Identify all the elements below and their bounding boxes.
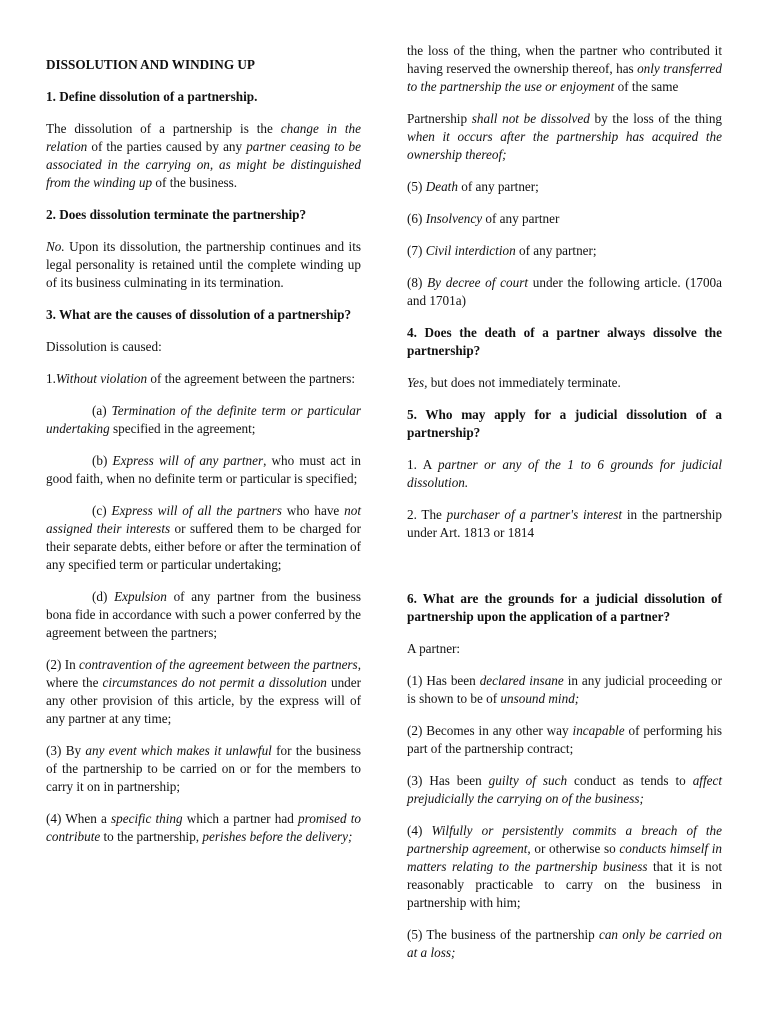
text-run: for the business of the partnership to be carried on or for the members to carry it on in partnership; [46,743,361,794]
text-run: by the loss of the thing [589,111,723,126]
text-run: of the business. [152,175,238,190]
text-run: in the partnership under Art. 1813 or 1814 [407,507,723,540]
answer-5-item-2 [407,506,722,542]
right-column [407,0,722,976]
italic-text-run: conducts himself in matters relating to the partnership business [407,841,723,874]
question-3: 3. What are the causes of dissolution of a partnership? [46,307,352,322]
italic-text-run: Without violation [55,371,148,386]
text-run: of any partner from the business bona fide in accordance with such a power conferred by the agreement between the partners; [46,589,361,640]
italic-text-run: Express will of any partner [112,453,264,468]
cause-7 [407,242,722,260]
cause-4-continued [407,42,722,96]
italic-text-run: unsound mind; [500,691,580,706]
text-run: of performing his part of the partnership contract; [407,723,722,756]
answer-5-item-1 [407,456,722,492]
italic-text-run: Civil interdiction [425,243,516,258]
text-run: (8) [407,275,428,290]
answer-2 [46,238,361,292]
text-run: (b) [92,453,113,468]
text-run: (4) [407,823,432,838]
cause-8 [407,274,722,310]
document-title: DISSOLUTION AND WINDING UP [46,57,255,72]
italic-text-run: specific thing [111,811,183,826]
cause-3 [46,742,361,796]
italic-text-run: By decree of court [427,275,529,290]
text-run: of the parties caused by any [87,139,247,154]
text-run: conduct as tends to [567,773,693,788]
italic-text-run: purchaser of a partner's interest [446,507,623,522]
text-run: (d) [92,589,115,604]
text-run: under any other provision of this article, by the express will of any partner at any time; [46,675,362,726]
italic-text-run: Expulsion [114,589,167,604]
italic-text-run: only transferred to the partnership the use or enjoyment [407,61,722,94]
text-run: to the partnership, [100,829,203,844]
italic-text-run: not assigned their interests [46,503,362,536]
text-run: or suffered them to be charged for their separate debts, either before or after the termination of any specified term or particular undertaking; [46,521,361,572]
italic-text-run: guilty of such [488,773,568,788]
cause-1c [46,502,361,574]
text-run: of any partner [482,211,560,226]
cause-1d [46,588,361,642]
text-run: (5) [407,179,426,194]
answer-1 [46,120,361,192]
ground-5 [407,926,722,962]
text-run: which a partner had [182,811,298,826]
ground-2 [407,722,722,758]
question-2: 2. Does dissolution terminate the partnership? [46,207,307,222]
text-run: , who must act in good faith, when no definite term or particular is specified; [46,453,361,486]
answer-4 [407,374,722,392]
text-run: 1. A [407,457,439,472]
cause-1b [46,452,361,488]
italic-text-run: declared insane [479,673,564,688]
text-run: Upon its dissolution, the partnership continues and its legal personality is retained until the complete winding up of its business culminating in its termination. [46,239,361,290]
text-run: but does not immediately terminate. [427,375,621,390]
italic-text-run: when it occurs after the partnership has acquired the ownership thereof; [407,129,722,162]
text-run: of any partner; [515,243,597,258]
left-column [46,0,361,860]
question-5: 5. Who may apply for a judicial dissolution of a partnership? [407,407,722,440]
italic-text-run: incapable [572,723,625,738]
text-run: The dissolution of a partnership is the [46,121,281,136]
text-run: 1. [46,371,56,386]
text-run: Partnership [407,111,472,126]
answer-6-intro: A partner: [407,641,461,656]
ground-4 [407,822,722,912]
text-run: (c) [92,503,112,518]
text-run: (4) When a [46,811,112,826]
not-dissolved-note [407,110,722,164]
cause-6 [407,210,722,228]
text-run: in any judicial proceeding or is shown to be of [407,673,722,706]
text-run: (7) [407,243,426,258]
text-run: of the agreement between the partners: [147,371,356,386]
ground-3 [407,772,722,808]
text-run: specified in the agreement; [109,421,256,436]
text-run: the loss of the thing, when the partner who contributed it having reserved the ownership thereof, has [407,43,722,76]
text-run: , or otherwise so [527,841,620,856]
italic-text-run: any event which makes it unlawful [85,743,272,758]
italic-text-run: can only be carried on at a loss; [407,927,722,960]
text-run: (5) The business of the partnership [407,927,599,942]
question-1: 1. Define dissolution of a partnership. [46,89,258,104]
text-run: (6) [407,211,426,226]
text-run: of any partner; [457,179,539,194]
italic-text-run: contravention of the agreement between the partners [79,657,358,672]
italic-text-run: Express will of all the partners [111,503,282,518]
text-run: (1) Has been [407,673,480,688]
italic-text-run: partner ceasing to be associated in the carrying on, as might be distinguished from the winding up [46,139,361,190]
answer-3-intro: Dissolution is caused: [46,339,162,354]
text-run: under the following article. (1700a and 1701a) [407,275,723,308]
text-run: of the same [614,79,679,94]
italic-text-run: Termination of the definite term or particular undertaking [46,403,361,436]
text-run: (2) Becomes in any other way [407,723,573,738]
text-run: (3) By [46,743,86,758]
italic-text-run: shall not be dissolved [471,111,590,126]
italic-text-run: Yes, [407,375,428,390]
text-run: 2. The [407,507,447,522]
italic-text-run: change in the relation [46,121,361,154]
cause-4 [46,810,361,846]
italic-text-run: affect prejudicially the carrying on of the business; [407,773,722,806]
italic-text-run: circumstances do not permit a dissolution [102,675,327,690]
text-run: (3) Has been [407,773,489,788]
question-4: 4. Does the death of a partner always dissolve the partnership? [407,325,722,358]
text-run: , where the [46,657,361,690]
question-6: 6. What are the grounds for a judicial dissolution of partnership upon the application of a partner? [407,591,722,624]
italic-text-run: Wilfully or persistently commits a breach of the partnership agreement [407,823,722,856]
text-run: who have [281,503,345,518]
text-run: (a) [92,403,112,418]
italic-text-run: No. [46,239,65,254]
cause-5 [407,178,722,196]
text-run: (2) In [46,657,79,672]
italic-text-run: promised to contribute [46,811,362,844]
cause-2 [46,656,361,728]
italic-text-run: perishes before the delivery; [202,829,353,844]
ground-1 [407,672,722,708]
text-run: that it is not reasonably practicable to carry on the business in partnership with him; [407,859,722,910]
cause-1a [46,402,361,438]
italic-text-run: Death [425,179,458,194]
italic-text-run: partner or any of the 1 to 6 grounds for judicial dissolution. [407,457,722,490]
italic-text-run: Insolvency [425,211,483,226]
cause-1 [46,370,361,388]
